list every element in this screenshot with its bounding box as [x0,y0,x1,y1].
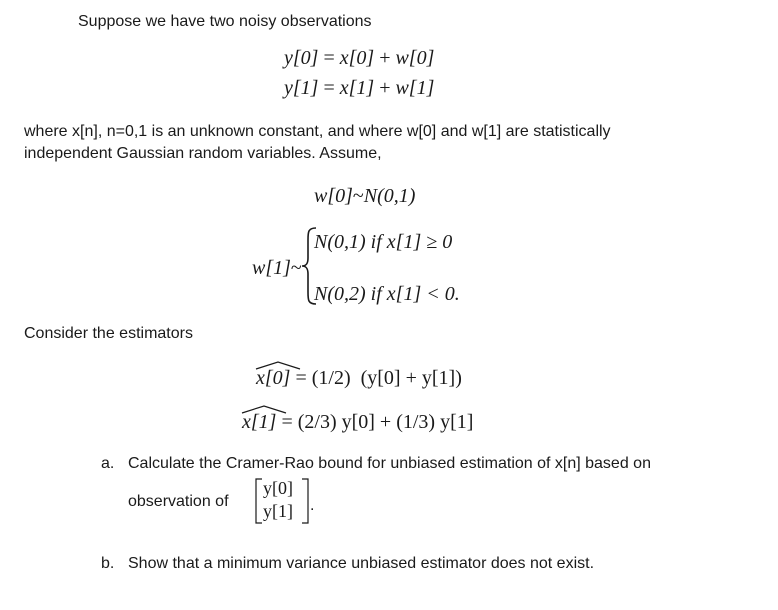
w0-distribution [314,184,415,208]
vector-top: y[0] [263,478,293,498]
w1-tilde: ~ [290,257,302,279]
w1-case1-dist: N(0,1) [314,231,366,253]
w1-lhs: w[1] [252,257,291,279]
w1-case-2 [314,282,460,306]
eq1-b: w[0] [395,47,435,69]
part-a-label: a. [101,455,115,472]
w0-lhs: w[0] [314,185,353,207]
estimator-x1 [242,410,473,434]
w1-lhs-group [252,256,302,280]
est1-lhs: x[0] [256,367,291,389]
w1-case1-if: if [370,231,382,253]
est2-rhs: = (2/3) y[0] + (1/3) y[1] [281,411,474,433]
eq1-lhs: y[0] [284,47,319,69]
est1-rhs: = (1/2) (y[0] + y[1]) [295,367,462,389]
consider-text: Consider the estimators [24,325,193,342]
part-a-line-1: Calculate the Cramer-Rao bound for unbiased estimation of x[n] based on [128,455,651,472]
eq2-a: x[1] [339,77,375,99]
equation-y0 [284,46,434,70]
eq1-a: x[0] [339,47,375,69]
vector-right-bracket [300,478,310,524]
w0-tilde: ~ [352,185,364,207]
part-b-label: b. [101,555,115,572]
eq2-plus: + [379,77,391,99]
estimator-x0 [256,366,462,390]
eq2-lhs: y[1] [284,77,319,99]
part-a-line-2: observation of [128,493,229,510]
w1-case2-cond: x[1] < 0. [386,283,460,305]
part-b-text: Show that a minimum variance unbiased estimator does not exist. [128,555,595,572]
est2-lhs: x[1] [242,411,277,433]
where-line-1: where x[n], n=0,1 is an unknown constant, and where w[0] and w[1] are statistically [24,123,611,140]
eq2-op: = [323,77,335,99]
w0-dist: N(0,1) [363,185,416,207]
where-line-2: independent Gaussian random variables. Assume, [24,145,382,162]
vector-period: . [310,497,315,514]
equation-y1 [284,76,434,100]
w1-case2-if: if [370,283,382,305]
w1-case-1 [314,230,452,254]
w1-case1-cond: x[1] ≥ 0 [386,231,453,253]
w1-case2-dist: N(0,2) [314,283,366,305]
eq1-op: = [323,47,335,69]
eq2-b: w[1] [395,77,435,99]
intro-text: Suppose we have two noisy observations [78,13,372,30]
vector-bottom: y[1] [263,501,293,521]
eq1-plus: + [379,47,391,69]
